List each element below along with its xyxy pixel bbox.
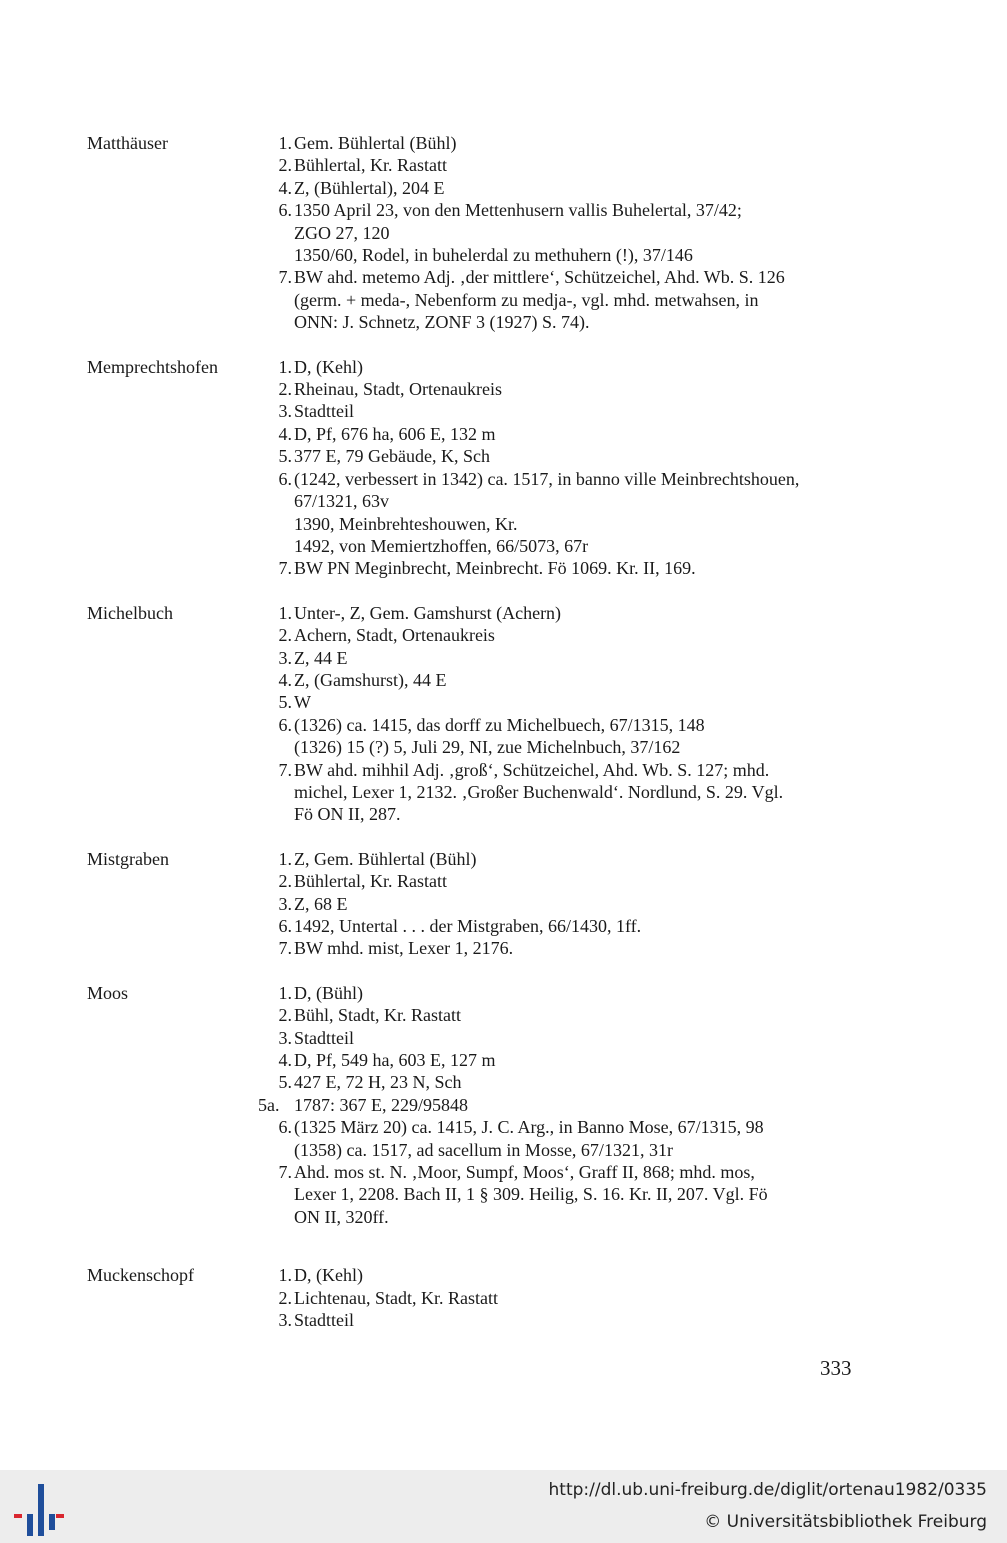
entry-item [262, 154, 887, 176]
entry-item [262, 915, 887, 937]
entry-item [262, 647, 887, 669]
entry-item [262, 378, 887, 400]
item-text-line: Bühlertal, Kr. Rastatt [294, 871, 447, 892]
entry-item [262, 1027, 887, 1049]
item-number: 3. [278, 1027, 292, 1048]
entry-item [262, 1049, 887, 1071]
item-text-line: Bühl, Stadt, Kr. Rastatt [294, 1005, 462, 1026]
entry-item [262, 557, 887, 579]
item-number: 2. [278, 379, 292, 400]
item-number: 3. [278, 647, 292, 668]
entry-item [262, 1116, 887, 1161]
item-number: 4. [278, 177, 292, 198]
item-number: 1. [278, 356, 292, 377]
item-number: 6. [278, 200, 292, 221]
entry-item [262, 468, 887, 558]
item-text-line: Fö ON II, 287. [294, 804, 401, 825]
item-number: 7. [278, 558, 292, 579]
entry-item [262, 1161, 887, 1228]
item-text-line: Z, 44 E [294, 647, 348, 668]
item-text-line: BW ahd. mihhil Adj. ‚groß‘, Schützeichel, Ahd. Wb. S. 127; mhd. [294, 759, 770, 780]
glossary-entry [87, 356, 887, 580]
item-number: 6. [278, 1117, 292, 1138]
item-text-line: (1325 März 20) ca. 1415, J. C. Arg., in Banno Mose, 67/1315, 98 [294, 1117, 764, 1138]
entry-item [262, 602, 887, 624]
entry-item [262, 982, 887, 1004]
footer-copyright: © Universitätsbibliothek Freiburg [704, 1512, 987, 1532]
item-text-line: Ahd. mos st. N. ‚Moor, Sumpf, Moos‘, Graff II, 868; mhd. mos, [294, 1162, 755, 1183]
entry-item [262, 669, 887, 691]
entry-items [262, 356, 887, 580]
glossary-entry [87, 602, 887, 826]
item-text-line: Gem. Bühlertal (Bühl) [294, 133, 457, 153]
entry-item [262, 1004, 887, 1026]
item-text-line: (1358) ca. 1517, ad sacellum in Mosse, 67/1321, 31r [294, 1139, 673, 1160]
item-number: 5. [278, 1072, 292, 1093]
item-number: 7. [278, 1162, 292, 1183]
entry-item [262, 624, 887, 646]
entry-item [262, 400, 887, 422]
item-text-line: Z, (Bühlertal), 204 E [294, 177, 445, 198]
item-text-line: Stadtteil [294, 1310, 354, 1331]
entry-item [262, 714, 887, 759]
item-text-line: BW PN Meginbrecht, Meinbrecht. Fö 1069. Kr. II, 169. [294, 558, 696, 579]
glossary-entry [87, 848, 887, 960]
item-text-line: D, Pf, 676 ha, 606 E, 132 m [294, 423, 496, 444]
item-number: 2. [278, 625, 292, 646]
entry-items [258, 982, 887, 1228]
page-number: 333 [820, 1356, 852, 1380]
glossary-entry [87, 132, 887, 334]
item-text-line: Stadtteil [294, 1027, 354, 1048]
entry-item [262, 893, 887, 915]
entry-item [262, 1264, 887, 1286]
item-text-line: Lichtenau, Stadt, Kr. Rastatt [294, 1287, 498, 1308]
entry-items [262, 1264, 887, 1331]
footer-url-link[interactable]: http://dl.ub.uni-freiburg.de/diglit/ortenau1982/0335 [548, 1480, 987, 1500]
entry-items [262, 602, 887, 826]
entry-item [262, 423, 887, 445]
item-number: 4. [278, 423, 292, 444]
item-text-line: Stadtteil [294, 401, 354, 422]
item-number: 2. [278, 1005, 292, 1026]
entry-item [258, 1094, 887, 1116]
item-text-line: Unter-, Z, Gem. Gamshurst (Achern) [294, 602, 562, 623]
item-text-line: 1350/60, Rodel, in buhelerdal zu methuhern (!), 37/146 [294, 245, 693, 266]
entries-list [87, 132, 887, 1332]
item-number: 2. [278, 155, 292, 176]
entry-item [262, 759, 887, 826]
entry-item [262, 691, 887, 713]
item-text-line: D, (Kehl) [294, 356, 363, 377]
item-text-line: BW mhd. mist, Lexer 1, 2176. [294, 938, 514, 959]
item-text-line: W [294, 692, 311, 713]
item-text-line: BW ahd. metemo Adj. ‚der mittlere‘, Schützeichel, Ahd. Wb. S. 126 [294, 267, 785, 288]
item-text-line: Achern, Stadt, Ortenaukreis [294, 625, 495, 646]
item-text-line: michel, Lexer 1, 2132. ‚Großer Buchenwald‘. Nordlund, S. 29. Vgl. [294, 781, 784, 802]
glossary-entry [87, 1264, 887, 1331]
item-number: 5a. [258, 1094, 280, 1115]
item-number: 7. [278, 759, 292, 780]
entry-item [262, 1071, 887, 1093]
item-text-line: Bühlertal, Kr. Rastatt [294, 155, 447, 176]
entry-item [262, 199, 887, 266]
entry-headword: Mistgraben [87, 848, 169, 869]
item-number: 1. [278, 602, 292, 623]
entry-headword: Moos [87, 982, 129, 1003]
entry-items [262, 132, 887, 334]
item-text-line: 1350 April 23, von den Mettenhusern vallis Buhelertal, 37/42; [294, 200, 742, 221]
item-text-line: 67/1321, 63v [294, 491, 390, 512]
item-number: 3. [278, 893, 292, 914]
entry-item [262, 445, 887, 467]
item-number: 6. [278, 714, 292, 735]
item-text-line: Z, Gem. Bühlertal (Bühl) [294, 848, 477, 869]
item-number: 5. [278, 692, 292, 713]
item-text-line: Z, (Gamshurst), 44 E [294, 669, 447, 690]
item-number: 4. [278, 669, 292, 690]
item-number: 1. [278, 982, 292, 1003]
glossary-entry [87, 982, 887, 1228]
item-text-line: ON II, 320ff. [294, 1206, 389, 1227]
entry-headword: Matthäuser [87, 133, 168, 153]
item-text-line: 377 E, 79 Gebäude, K, Sch [294, 446, 490, 467]
item-number: 6. [278, 916, 292, 936]
item-text-line: D, Pf, 549 ha, 603 E, 127 m [294, 1050, 496, 1071]
item-text-line: ONN: J. Schnetz, ZONF 3 (1927) S. 74). [294, 312, 590, 333]
item-text-line: Lexer 1, 2208. Bach II, 1 § 309. Heilig, S. 16. Kr. II, 207. Vgl. Fö [294, 1184, 768, 1205]
item-number: 5. [278, 446, 292, 467]
item-text-line: (1242, verbessert in 1342) ca. 1517, in banno ville Meinbrechtshouen, [294, 468, 800, 489]
item-text-line: D, (Bühl) [294, 982, 363, 1003]
item-text-line: 1390, Meinbrehteshouwen, Kr. [294, 513, 518, 534]
item-text-line: (germ. + meda-, Nebenform zu medja-, vgl. mhd. metwahsen, in [294, 289, 759, 310]
item-text-line: Rheinau, Stadt, Ortenaukreis [294, 379, 502, 400]
entry-item [262, 177, 887, 199]
item-number: 7. [278, 267, 292, 288]
item-text-line: D, (Kehl) [294, 1265, 363, 1286]
item-number: 2. [278, 871, 292, 892]
item-text-line: ZGO 27, 120 [294, 222, 390, 243]
item-text-line: (1326) ca. 1415, das dorff zu Michelbuech, 67/1315, 148 [294, 714, 705, 735]
entry-items [262, 848, 887, 960]
entry-headword: Memprechtshofen [87, 356, 218, 377]
item-number: 3. [278, 401, 292, 422]
entry-item [262, 1287, 887, 1309]
item-number: 3. [278, 1310, 292, 1331]
item-text-line: 1787: 367 E, 229/95848 [294, 1094, 468, 1115]
item-number: 1. [278, 1265, 292, 1286]
item-text-line: Z, 68 E [294, 893, 348, 914]
entry-item [262, 266, 887, 333]
item-number: 1. [278, 133, 292, 153]
entry-item [262, 132, 887, 154]
footer-bar [0, 1470, 1007, 1543]
item-number: 4. [278, 1050, 292, 1071]
item-text-line: 1492, von Memiertzhoffen, 66/5073, 67r [294, 535, 589, 556]
entry-headword: Muckenschopf [87, 1265, 194, 1286]
entry-item [262, 870, 887, 892]
item-number: 6. [278, 468, 292, 489]
entry-item [262, 937, 887, 959]
item-text-line: 1492, Untertal . . . der Mistgraben, 66/1430, 1ff. [294, 916, 642, 936]
item-number: 2. [278, 1287, 292, 1308]
entry-item [262, 356, 887, 378]
item-text-line: 427 E, 72 H, 23 N, Sch [294, 1072, 462, 1093]
library-logo-icon [14, 1484, 64, 1536]
item-number: 7. [278, 938, 292, 959]
entry-item [262, 848, 887, 870]
item-number: 1. [278, 848, 292, 869]
entry-headword: Michelbuch [87, 602, 173, 623]
entry-item [262, 1309, 887, 1331]
item-text-line: (1326) 15 (?) 5, Juli 29, NI, zue Michelnbuch, 37/162 [294, 737, 681, 758]
